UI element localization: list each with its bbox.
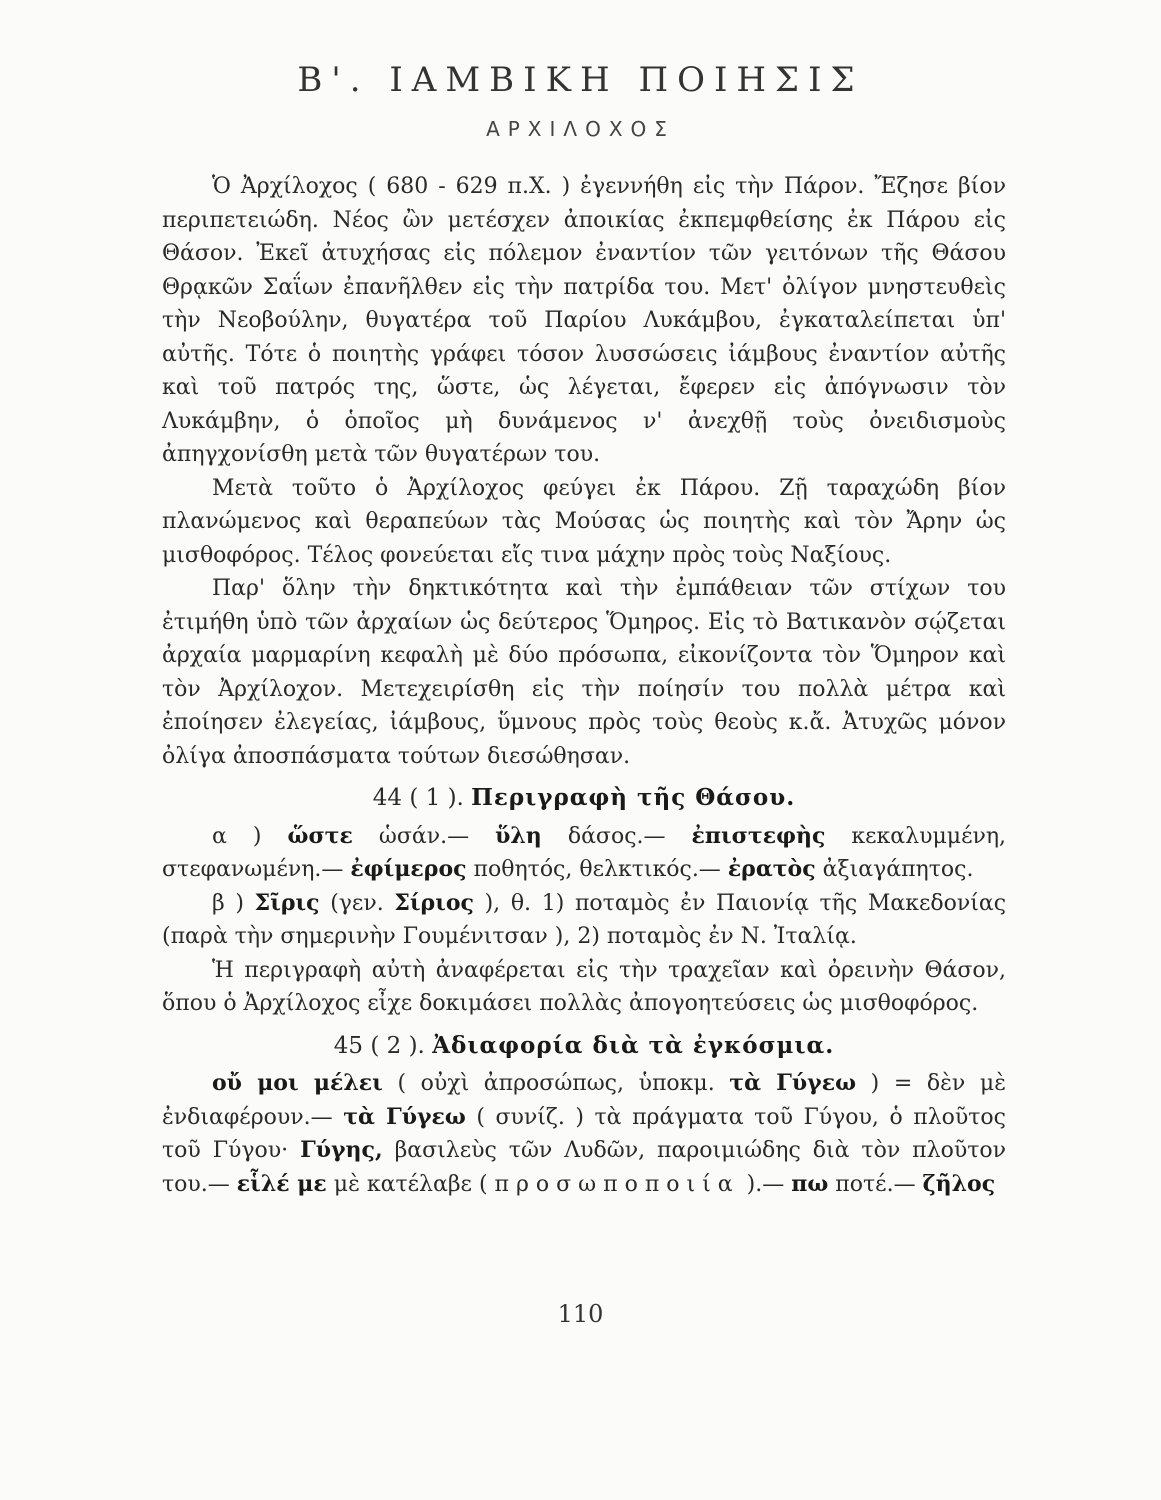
gloss-definition: ( συνίζ. ) τὰ πράγματα τοῦ Γύγου, ὁ πλοῦτος τοῦ Γύγου· [162, 1104, 1006, 1163]
intro-paragraph-1: Ὁ Ἀρχίλοχος ( 680 - 629 π.Χ. ) ἐγεννήθη εἰς τὴν Πάρον. Ἔζησε βίον περιπετειώδη. Νέος ὢν μετέσχεν ἀποικίας ἐκπεμφθείσης ἐκ Πάρου εἰς Θάσον. Ἐκεῖ ἀτυχήσας εἰς πόλεμον ἐναντίον τῶν γειτόνων τῆς Θάσου Θρᾳκῶν Σαΐων ἐπανῆλθεν εἰς τὴν πατρίδα του. Μετ' ὀλίγον μνηστευθεὶς τὴν Νεοβούλην, θυγατέρα τοῦ Παρίου Λυκάμβου, ἐγκαταλείπεται ὑπ' αὐτῆς. Τότε ὁ ποιητὴς γράφει τόσον λυσσώσεις ἰάμβους ἐναντίον αὐτῆς καὶ τοῦ πατρός της, ὥστε, ὡς λέγεται, ἔφερεν εἰς ἀπόγνωσιν τὸν Λυκάμβην, ὁ ὁποῖος μὴ δυνάμενος ν' ἀνεχθῇ τοὺς ὀνειδισμοὺς ἀπηγχονίσθη μετὰ τῶν θυγατέρων του. [162, 174, 1006, 467]
gloss-definition: κεκαλυμμένη, στεφανωμένη.— [162, 823, 1007, 882]
entry-45-number: 45 ( 2 ). [333, 1032, 425, 1059]
gloss-term: ὕλη [495, 822, 542, 849]
gloss-definition: προσωποποιία [494, 1171, 740, 1197]
gloss-definition: δάσος.— [567, 823, 666, 849]
entry-45-heading: Ἀδιαφορία διὰ τὰ ἐγκόσμια. [432, 1031, 835, 1059]
author-heading: ΑΡΧΙΛΟΧΟΣ [486, 117, 675, 141]
gloss-term: ἐπιστεφὴς [691, 822, 826, 849]
gloss-definition: ) = δὲν μὲ ἐνδιαφέρουν.— [162, 1071, 1006, 1130]
gloss-term: Σῖρις [254, 889, 320, 916]
gloss-definition: ὡσάν.— [378, 823, 470, 849]
gloss-term: Γύγης, [300, 1137, 383, 1163]
gloss-label: β ) [212, 890, 244, 916]
gloss-definition: ἀξιαγάπητος. [822, 857, 974, 882]
gloss-term: εἷλέ με [236, 1170, 327, 1197]
gloss-label: α ) [212, 823, 262, 849]
gloss-term: ὥστε [287, 822, 353, 849]
page-number: 110 [557, 1300, 604, 1328]
gloss-term: ζῆλος [922, 1170, 996, 1197]
entry-44-heading: Περιγραφὴ τῆς Θάσου. [471, 784, 796, 811]
intro-paragraph-3: Παρ' ὅλην τὴν δηκτικότητα καὶ τὴν ἐμπάθειαν τῶν στίχων του ἐτιμήθη ὑπὸ τῶν ἀρχαίων ὡς δεύτερος Ὅμηρος. Εἰς τὸ Βατικανὸν σῴζεται ἀρχαία μαρμαρίνη κεφαλὴ μὲ δύο πρόσωπα, εἰκονίζοντα τὸν Ὅμηρον καὶ τὸν Ἀρχίλοχον. Μετεχειρίσθη εἰς τὴν ποίησίν του πολλὰ μέτρα καὶ ἐποίησεν ἐλεγείας, ἰάμβους, ὕμνους πρὸς τοὺς θεοὺς κ.ἄ. Ἀτυχῶς μόνον ὀλίγα ἀποσπάσματα τούτων διεσώθησαν. [162, 576, 1006, 769]
gloss-term: πω [791, 1170, 829, 1197]
entry-44-number: 44 ( 1 ). [372, 785, 464, 811]
gloss-definition: ποτέ.— [835, 1171, 916, 1197]
intro-paragraph-2: Μετὰ τοῦτο ὁ Ἀρχίλοχος φεύγει ἐκ Πάρου. Ζῇ ταραχώδη βίον πλανώμενος καὶ θεραπεύων τὰς Μούσας ὡς ποιητὴς καὶ τὸν Ἄρην ὡς μισθοφόρος. Τέλος φονεύεται εἴς τινα μάχην πρὸς τοὺς Ναξίους. [162, 475, 1006, 568]
entry-44-gloss-beta [162, 887, 1006, 954]
entry-44-title [162, 781, 1006, 816]
gloss-definition: (γεν. [330, 890, 384, 916]
gloss-term: Σίριος [394, 889, 474, 916]
gloss-definition: ), θ. 1) ποταμὸς ἐν Παιονίᾳ τῆς Μακεδονίας (παρὰ τὴν σημερινὴν Γουμένιτσαν ), 2) ποταμὸς ἐν Ν. Ἰταλίᾳ. [162, 890, 1007, 949]
gloss-definition: μὲ κατέλαβε ( [333, 1171, 488, 1197]
gloss-term: ἐφίμερος [350, 856, 467, 882]
gloss-definition: ( οὐχὶ ἀπροσώπως, ὑποκμ. [397, 1071, 715, 1096]
gloss-definition: ποθητός, θελκτικός.— [473, 857, 721, 882]
body-text [162, 170, 1006, 1201]
gloss-term: τὰ Γύγεω [729, 1070, 857, 1096]
section-heading: Β'. ΙΑΜΒΙΚΗ ΠΟΙΗΣΙΣ [297, 60, 864, 100]
gloss-term: τὰ Γύγεω [343, 1103, 466, 1130]
gloss-term: οὔ μοι μέλει [212, 1070, 383, 1096]
entry-45-gloss [162, 1067, 1006, 1201]
entry-44-gloss-alpha [162, 820, 1006, 887]
gloss-definition: βασιλεὺς τῶν Λυδῶν, παροιμιώδης διὰ τὸν πλοῦτον του.— [162, 1138, 1006, 1197]
gloss-definition: ).— [746, 1171, 785, 1197]
entry-44-note: Ἡ περιγραφὴ αὐτὴ ἀναφέρεται εἰς τὴν τραχεῖαν καὶ ὀρεινὴν Θάσον, ὅπου ὁ Ἀρχίλοχος εἶχε δοκιμάσει πολλὰς ἀπογοητεύσεις ὡς μισθοφόρος. [162, 957, 1006, 1016]
gloss-term: ἐρατὸς [727, 856, 816, 882]
entry-45-title [162, 1029, 1006, 1064]
